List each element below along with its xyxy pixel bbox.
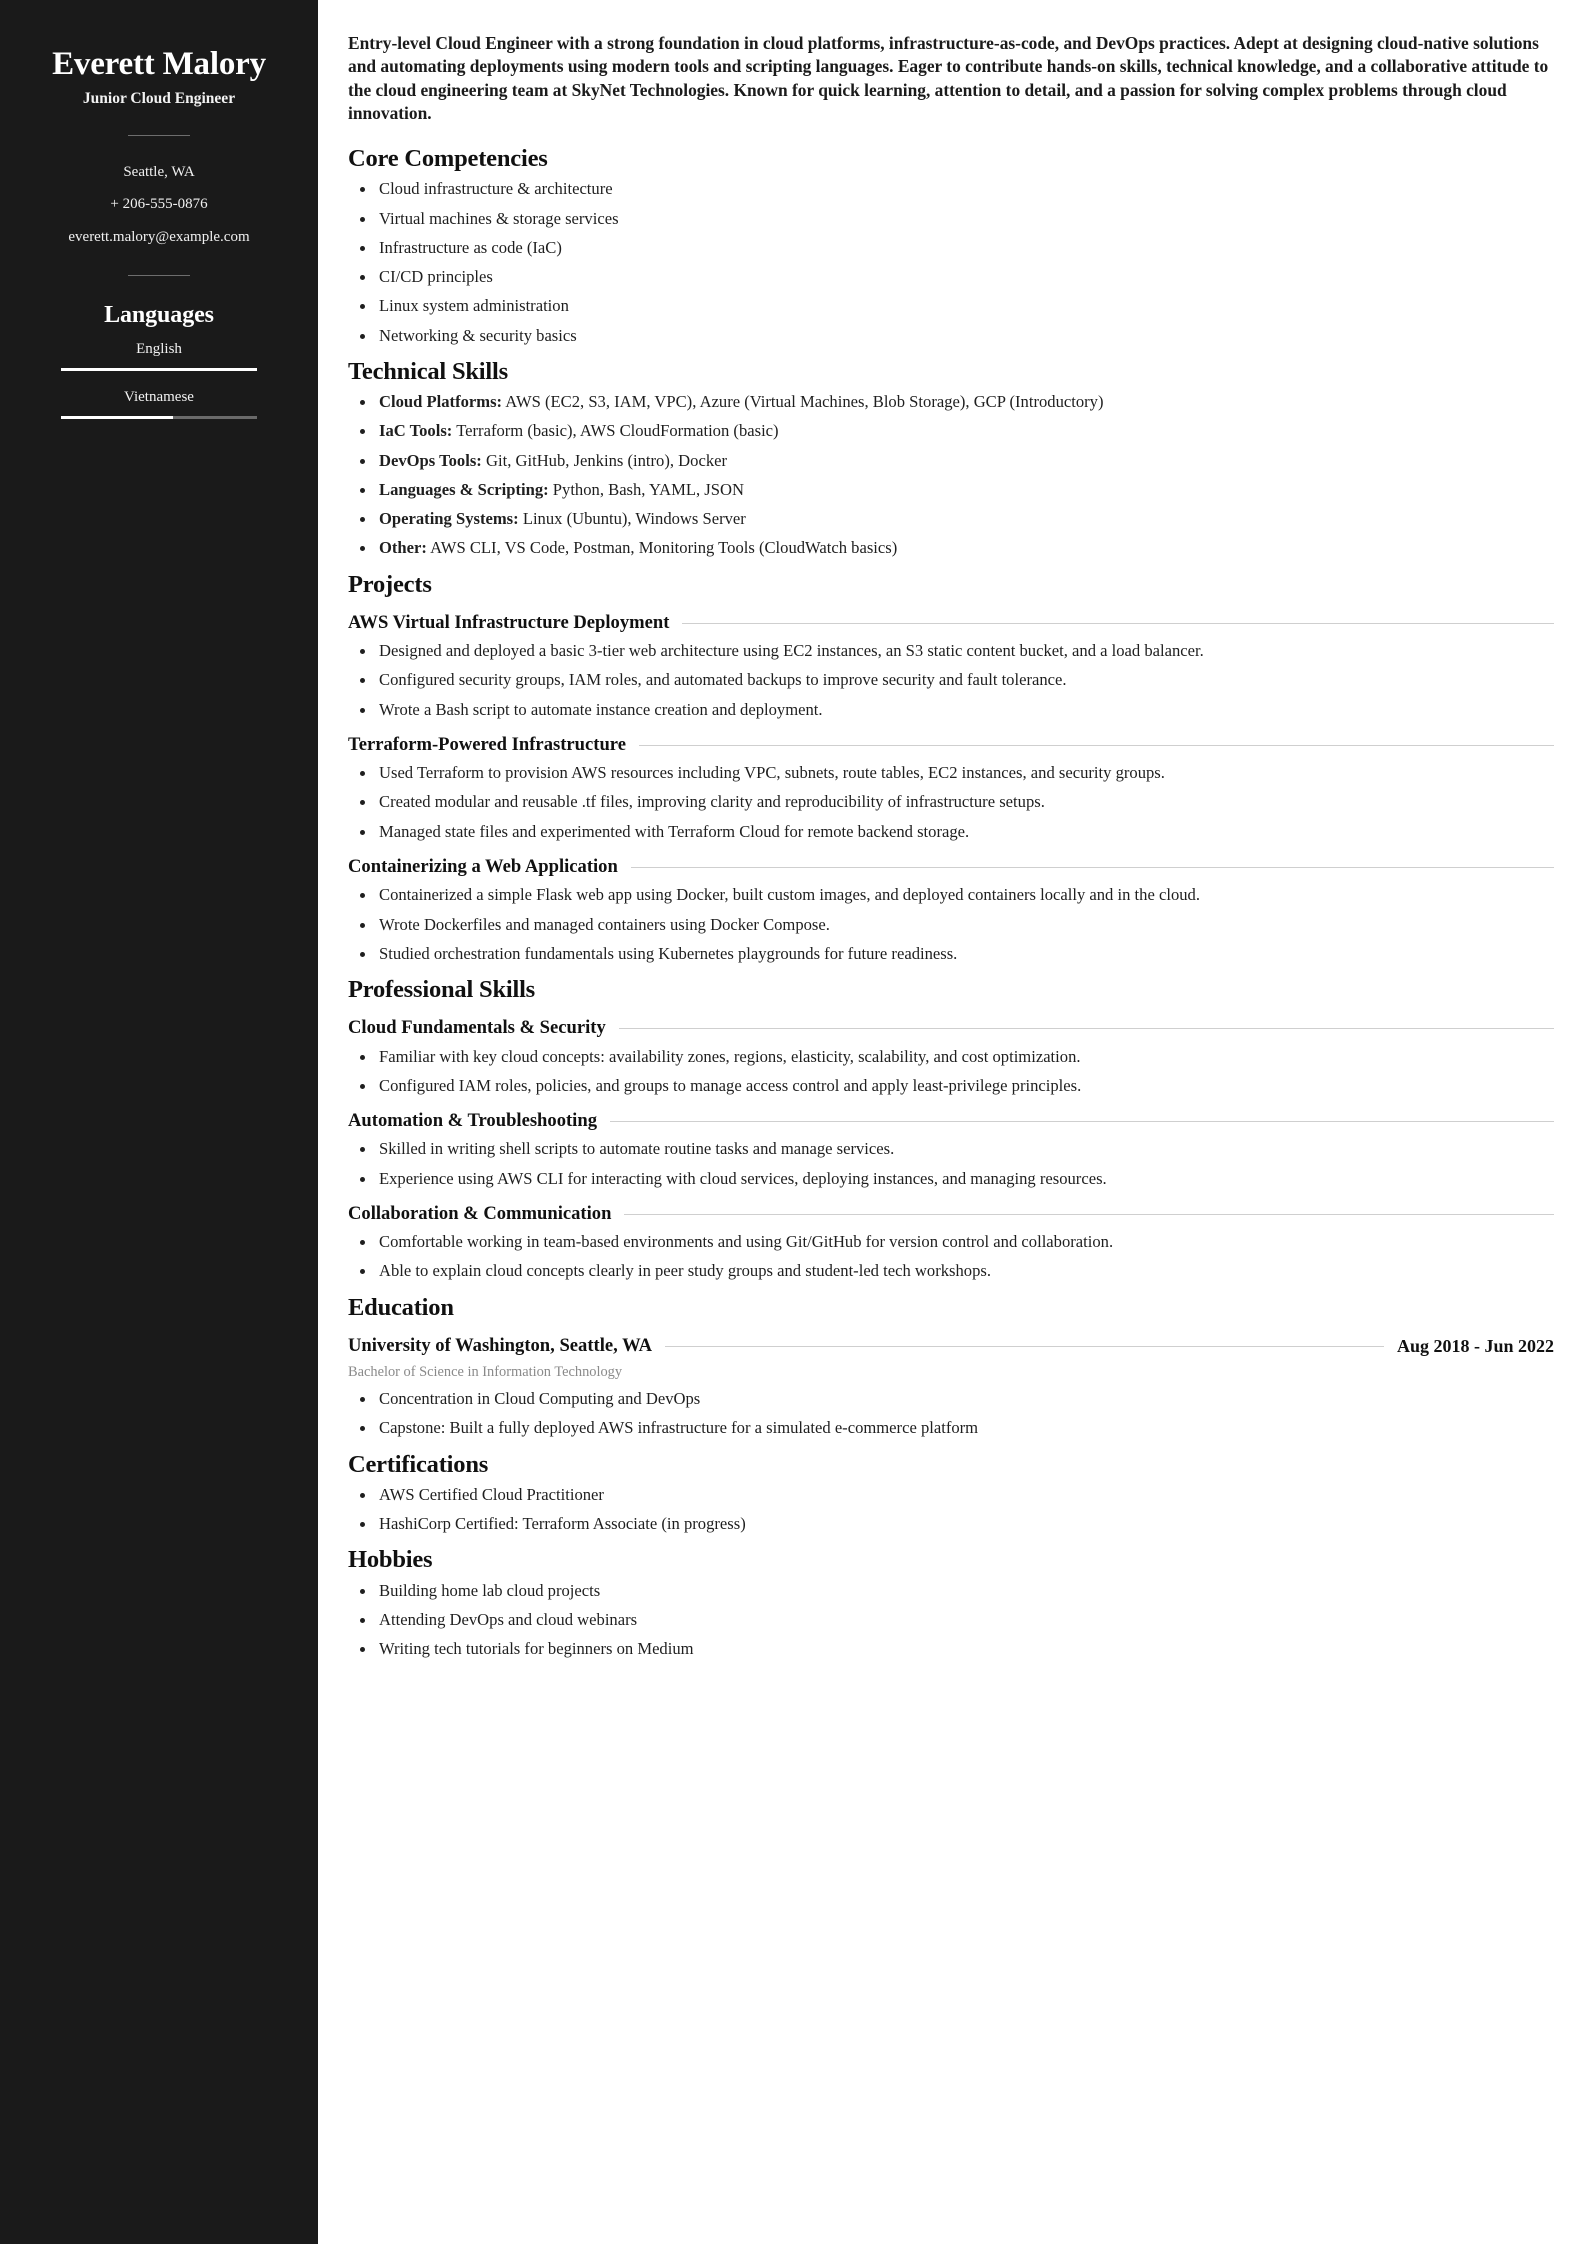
professional-skills-entries bbox=[348, 1017, 1554, 1282]
entry-bullet-item: Studied orchestration fundamentals using Kubernetes playgrounds for future readiness. bbox=[348, 943, 1554, 965]
section-certifications bbox=[348, 1450, 1554, 1536]
contact-location: Seattle, WA bbox=[123, 163, 195, 180]
entry-header-rule bbox=[682, 623, 1554, 624]
core-competency-item: Linux system administration bbox=[348, 295, 1554, 317]
entry-bullet-item: Familiar with key cloud concepts: availability zones, regions, elasticity, scalability, and cost optimization. bbox=[348, 1046, 1554, 1068]
technical-skill-value: Terraform (basic), AWS CloudFormation (basic) bbox=[456, 421, 779, 441]
language-proficiency-fill bbox=[61, 368, 257, 371]
technical-skill-label: Other: bbox=[379, 538, 427, 558]
section-title-hobbies: Hobbies bbox=[348, 1546, 433, 1574]
entry-bullet-list bbox=[348, 762, 1554, 843]
entry-bullet-item: Comfortable working in team-based environments and using Git/GitHub for version control and collaboration. bbox=[348, 1231, 1554, 1253]
technical-skill-value: Python, Bash, YAML, JSON bbox=[552, 479, 744, 499]
language-item bbox=[30, 387, 288, 419]
sidebar-divider-bottom bbox=[128, 275, 190, 276]
section-education bbox=[348, 1293, 1554, 1440]
entry-bullet-item: Capstone: Built a fully deployed AWS infrastructure for a simulated e-commerce platform bbox=[348, 1417, 1554, 1439]
language-proficiency-fill bbox=[61, 416, 173, 419]
education-school: University of Washington, Seattle, WA bbox=[348, 1335, 653, 1357]
technical-skills-list bbox=[348, 391, 1554, 559]
project-title: Terraform-Powered Infrastructure bbox=[348, 733, 626, 755]
entry-bullet-list bbox=[348, 884, 1554, 965]
sidebar-divider-top bbox=[128, 135, 190, 136]
technical-skill-label: Operating Systems: bbox=[379, 509, 519, 529]
entry-bullet-item: Designed and deployed a basic 3-tier web architecture using EC2 instances, an S3 static content bucket, and a load balancer. bbox=[348, 640, 1554, 662]
project-entry bbox=[348, 612, 1554, 721]
certification-item: HashiCorp Certified: Terraform Associate (in progress) bbox=[348, 1513, 1554, 1535]
contact-block bbox=[30, 162, 288, 249]
hobby-item: Writing tech tutorials for beginners on Medium bbox=[348, 1638, 1554, 1660]
professional-skill-entry bbox=[348, 1203, 1554, 1283]
entry-bullet-item: Containerized a simple Flask web app using Docker, built custom images, and deployed containers locally and in the cloud. bbox=[348, 884, 1554, 906]
technical-skill-item bbox=[348, 537, 1554, 559]
entry-bullet-item: Wrote a Bash script to automate instance creation and deployment. bbox=[348, 699, 1554, 721]
languages-heading: Languages bbox=[104, 301, 214, 328]
technical-skill-item bbox=[348, 508, 1554, 530]
main-content bbox=[318, 0, 1588, 2244]
entry-header bbox=[348, 1017, 1554, 1039]
project-title: AWS Virtual Infrastructure Deployment bbox=[348, 611, 670, 633]
hobby-item: Building home lab cloud projects bbox=[348, 1580, 1554, 1602]
language-name: Vietnamese bbox=[124, 388, 194, 405]
section-title-technical-skills: Technical Skills bbox=[348, 357, 508, 385]
entry-date-range: Aug 2018 - Jun 2022 bbox=[1396, 1335, 1554, 1356]
entry-header-rule bbox=[619, 1028, 1554, 1029]
entry-bullet-item: Configured security groups, IAM roles, and automated backups to improve security and fault tolerance. bbox=[348, 669, 1554, 691]
core-competency-item: CI/CD principles bbox=[348, 266, 1554, 288]
entry-bullet-list bbox=[348, 1388, 1554, 1439]
entry-bullet-item: Concentration in Cloud Computing and DevOps bbox=[348, 1388, 1554, 1410]
core-competency-item: Networking & security basics bbox=[348, 325, 1554, 347]
entry-bullet-list bbox=[348, 1138, 1554, 1189]
entry-bullet-item: Created modular and reusable .tf files, improving clarity and reproducibility of infrastructure setups. bbox=[348, 791, 1554, 813]
technical-skill-label: DevOps Tools: bbox=[379, 450, 482, 470]
education-entries bbox=[348, 1335, 1554, 1440]
entry-header-rule bbox=[631, 867, 1554, 868]
entry-header bbox=[348, 856, 1554, 878]
candidate-name: Everett Malory bbox=[52, 46, 266, 82]
core-competencies-list bbox=[348, 178, 1554, 346]
education-entry bbox=[348, 1335, 1554, 1440]
sidebar bbox=[0, 0, 318, 2244]
entry-header bbox=[348, 734, 1554, 756]
entry-bullet-item: Wrote Dockerfiles and managed containers using Docker Compose. bbox=[348, 914, 1554, 936]
professional-skill-title: Collaboration & Communication bbox=[348, 1202, 612, 1224]
entry-bullet-item: Configured IAM roles, policies, and groups to manage access control and apply least-privilege principles. bbox=[348, 1075, 1554, 1097]
technical-skill-item bbox=[348, 479, 1554, 501]
entry-header bbox=[348, 1335, 1554, 1357]
technical-skill-item bbox=[348, 391, 1554, 413]
section-title-core-competencies: Core Competencies bbox=[348, 144, 548, 172]
contact-phone[interactable]: + 206-555-0876 bbox=[110, 196, 208, 213]
entry-header bbox=[348, 612, 1554, 634]
candidate-job-title: Junior Cloud Engineer bbox=[82, 89, 236, 107]
core-competency-item: Cloud infrastructure & architecture bbox=[348, 178, 1554, 200]
entry-bullet-item: Used Terraform to provision AWS resources including VPC, subnets, route tables, EC2 instances, and security groups. bbox=[348, 762, 1554, 784]
professional-skill-title: Cloud Fundamentals & Security bbox=[348, 1017, 606, 1039]
professional-skill-entry bbox=[348, 1017, 1554, 1097]
project-title: Containerizing a Web Application bbox=[348, 855, 618, 877]
language-item bbox=[30, 339, 288, 371]
technical-skill-label: Cloud Platforms: bbox=[379, 392, 503, 412]
core-competency-item: Infrastructure as code (IaC) bbox=[348, 237, 1554, 259]
professional-skill-title: Automation & Troubleshooting bbox=[348, 1110, 597, 1132]
section-title-certifications: Certifications bbox=[348, 1450, 489, 1478]
technical-skill-value: AWS (EC2, S3, IAM, VPC), Azure (Virtual Machines, Blob Storage), GCP (Introductory) bbox=[505, 392, 1104, 412]
project-entry bbox=[348, 734, 1554, 843]
hobby-item: Attending DevOps and cloud webinars bbox=[348, 1609, 1554, 1631]
technical-skill-value: Linux (Ubuntu), Windows Server bbox=[522, 509, 746, 529]
entry-bullet-list bbox=[348, 1231, 1554, 1282]
entry-header bbox=[348, 1203, 1554, 1225]
technical-skill-value: AWS CLI, VS Code, Postman, Monitoring Tools (CloudWatch basics) bbox=[430, 538, 898, 558]
entry-header-rule bbox=[624, 1214, 1554, 1215]
technical-skill-label: Languages & Scripting: bbox=[379, 479, 549, 499]
entry-bullet-list bbox=[348, 1046, 1554, 1097]
certifications-list bbox=[348, 1484, 1554, 1535]
language-proficiency-bar bbox=[61, 416, 257, 419]
section-title-professional-skills: Professional Skills bbox=[348, 975, 536, 1003]
entry-bullet-item: Experience using AWS CLI for interacting with cloud services, deploying instances, and managing resources. bbox=[348, 1168, 1554, 1190]
languages-list bbox=[30, 339, 288, 419]
language-proficiency-bar bbox=[61, 368, 257, 371]
entry-header-rule bbox=[665, 1346, 1384, 1347]
entry-header-rule bbox=[639, 745, 1554, 746]
entry-bullet-item: Skilled in writing shell scripts to automate routine tasks and manage services. bbox=[348, 1138, 1554, 1160]
professional-summary: Entry-level Cloud Engineer with a strong foundation in cloud platforms, infrastructure-as-code, and DevOps practices. Adept at designing cloud-native solutions and automating deployments using modern tools and scripting languages. Eager to contribute hands-on skills, technical knowledge, and a collaborative attitude to the cloud engineering team at SkyNet Technologies. Known for quick learning, attention to detail, and a passion for solving complex problems through cloud innovation. bbox=[348, 33, 1549, 124]
entry-bullet-item: Able to explain cloud concepts clearly in peer study groups and student-led tech workshops. bbox=[348, 1260, 1554, 1282]
section-projects bbox=[348, 570, 1554, 965]
core-competency-item: Virtual machines & storage services bbox=[348, 208, 1554, 230]
contact-email[interactable]: everett.malory@example.com bbox=[68, 229, 250, 246]
technical-skill-value: Git, GitHub, Jenkins (intro), Docker bbox=[485, 450, 728, 470]
section-professional-skills bbox=[348, 975, 1554, 1283]
section-hobbies bbox=[348, 1545, 1554, 1660]
entry-header-rule bbox=[610, 1121, 1554, 1122]
section-core-competencies bbox=[348, 144, 1554, 347]
entry-bullet-list bbox=[348, 640, 1554, 721]
project-entry bbox=[348, 856, 1554, 965]
technical-skill-label: IaC Tools: bbox=[379, 421, 453, 441]
technical-skill-item bbox=[348, 450, 1554, 472]
entry-header bbox=[348, 1110, 1554, 1132]
section-title-education: Education bbox=[348, 1293, 454, 1321]
hobbies-list bbox=[348, 1580, 1554, 1661]
section-technical-skills bbox=[348, 357, 1554, 560]
professional-skill-entry bbox=[348, 1110, 1554, 1190]
entry-degree: Bachelor of Science in Information Technology bbox=[348, 1364, 623, 1381]
entry-bullet-item: Managed state files and experimented with Terraform Cloud for remote backend storage. bbox=[348, 821, 1554, 843]
section-title-projects: Projects bbox=[348, 570, 432, 598]
technical-skill-item bbox=[348, 420, 1554, 442]
projects-entries bbox=[348, 612, 1554, 965]
language-name: English bbox=[136, 340, 182, 357]
certification-item: AWS Certified Cloud Practitioner bbox=[348, 1484, 1554, 1506]
